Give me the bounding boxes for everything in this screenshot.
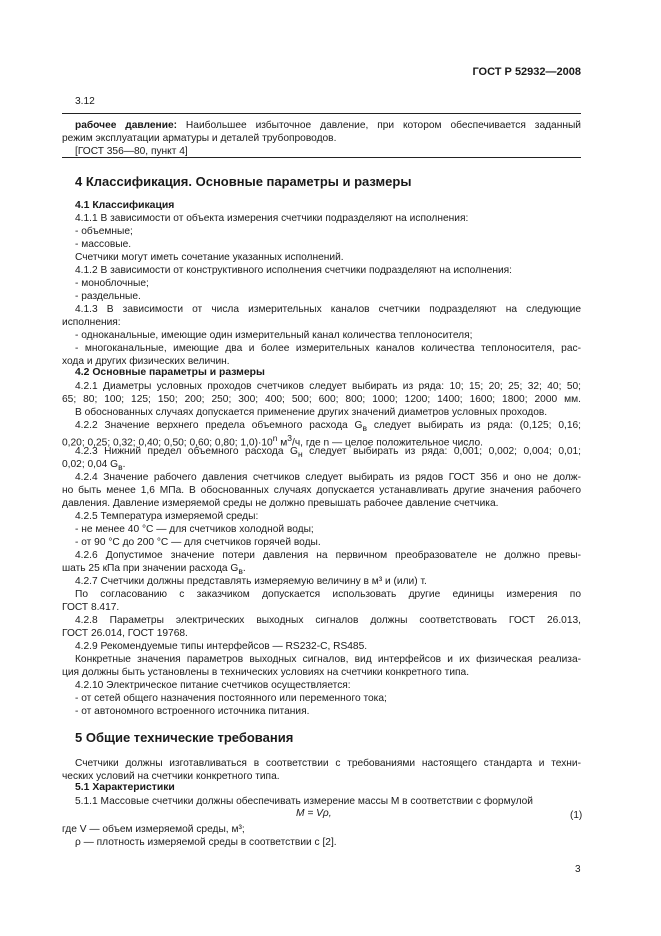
text-line: 4.2.9 Рекомендуемые типы интерфейсов — RS232-С, RS485. [75,641,368,652]
term-number: 3.12 [75,96,95,107]
text-line: 5.1.1 Массовые счетчики должны обеспечивать измерение массы M в соответствии с формулой [75,796,533,807]
text-line: ГОСТ 8.417. [62,602,120,613]
list-item: - от 90 °С до 200 °С — для счетчиков горячей воды. [75,537,321,548]
text-line: В обоснованных случаях допускается применение других значений диаметров условных проходов. [75,407,548,418]
text-line: 4.1.1 В зависимости от объекта измерения счетчики подразделяют на исполнения: [75,213,469,224]
list-item: - раздельные. [75,291,141,302]
text-line: Счетчики могут иметь сочетание указанных исполнений. [75,252,344,263]
text-line: 4.1.3 В зависимости от числа измерительных каналов счетчики подразделяют на следующие [75,304,581,315]
text-line: По согласованию с заказчиком допускается использовать другие единицы измерения по [75,589,581,600]
text-line: где V — объем измеряемой среды, м³; [62,824,245,835]
text-line: 4.2.1 Диаметры условных проходов счетчиков следует выбирать из ряда: 10; 15; 20; 25; 32; 40; 50; [75,381,581,392]
text-line: Счетчики должны изготавливаться в соответствии с требованиями настоящего стандарта и техни- [75,758,581,769]
subsection-4-1-title: 4.1 Классификация [75,200,175,211]
text-line: исполнения: [62,317,121,328]
list-item: - от автономного встроенного источника питания. [75,706,310,717]
text-line: шать 25 кПа при значении расхода $G_в$. [62,563,246,577]
text-line: но быть менее 1,6 МПа. В обоснованных случаях допускается устанавливать другие значения рабочего [62,485,581,496]
text-line: 4.1.2 В зависимости от конструктивного исполнения счетчики подразделяют на исполнения: [75,265,512,276]
section-4-title: 4 Классификация. Основные параметры и размеры [75,174,412,189]
term-definition: Наибольшее избыточное давление, при котором обеспечивается заданный [177,120,581,131]
text-line: 4.2.3 Нижний предел объемного расхода $G_н$ следует выбирать из ряда: 0,001; 0,002; 0,004; 0,01; [75,446,581,460]
text-line: Конкретные значения параметров выходных сигналов, вид интерфейсов и их физическая реализа- [75,654,581,665]
list-item: - многоканальные, имеющие два и более измерительных каналов количества теплоносителя, рас- [75,343,581,354]
subsection-5-1-title: 5.1 Характеристики [75,782,175,793]
term-name: рабочее давление: [75,120,178,131]
text-line: 4.2.10 Электрическое питание счетчиков осуществляется: [75,680,351,691]
text-line: хода и других физических величин. [62,356,230,367]
list-item: - от сетей общего назначения постоянного или переменного тока; [75,693,387,704]
term-definition-line-2: режим эксплуатации арматуры и деталей трубопроводов. [62,133,337,144]
text-line: 4.2.6 Допустимое значение потери давления на первичном преобразователе не должно превы- [75,550,581,561]
text-line: 4.2.4 Значение рабочего давления счетчиков следует выбирать из рядов ГОСТ 356 и оно не долж- [75,472,581,483]
subsection-4-2-title: 4.2 Основные параметры и размеры [75,367,265,378]
term-definition-line-1 [75,119,581,132]
text-line: 4.2.2 Значение верхнего предела объемного расхода $G_в$ следует выбирать из ряда: (0,125; 0,16; [75,420,581,434]
text-line: 0,02; 0,04 $G_в$. [62,459,126,473]
list-item: - объемные; [75,226,133,237]
text-line: ρ — плотность измеряемой среды в соответствии с [2]. [75,837,337,848]
text-line: давления. Давление измеряемой среды не должно превышать рабочее давление счетчика. [62,498,499,509]
text-line: ГОСТ 26.014, ГОСТ 19768. [62,628,188,639]
term-reference: [ГОСТ 356—80, пункт 4] [75,146,188,157]
text-line: ция должны быть установлены в технических условиях на счетчики конкретного типа. [62,667,470,678]
equation-number: (1) [570,810,583,821]
text-line: 0,20; 0,25; 0,32; 0,40; 0,50; 0,60; 0,80; $1,0)\cdot 10^n$ $м^3/ч$, где n — целое положительное число. [62,433,483,449]
text-line: 4.2.8 Параметры электрических выходных сигналов должны соответствовать ГОСТ 26.013, [75,615,581,626]
page-number: 3 [575,864,581,875]
list-item: - одноканальные, имеющие один измерительный канал количества теплоносителя; [75,330,473,341]
document-header: ГОСТ Р 52932—2008 [472,66,581,78]
text-line: ческих условий на счетчики конкретного типа. [62,771,280,782]
list-item: - моноблочные; [75,278,149,289]
text-line: 65; 80; 100; 125; 150; 200; 250; 300; 400; 500; 600; 800; 1000; 1200; 1400; 1600; 1800; 2000 мм. [62,394,581,405]
list-item: - не менее 40 °С — для счетчиков холодной воды; [75,524,314,535]
section-5-title: 5 Общие технические требования [75,730,294,745]
text-line: 4.2.5 Температура измеряемой среды: [75,511,259,522]
formula: M = Vρ, [296,808,332,819]
text-line: 4.2.7 Счетчики должны представлять измеряемую величину в м³ и (или) т. [75,576,427,587]
list-item: - массовые. [75,239,132,250]
